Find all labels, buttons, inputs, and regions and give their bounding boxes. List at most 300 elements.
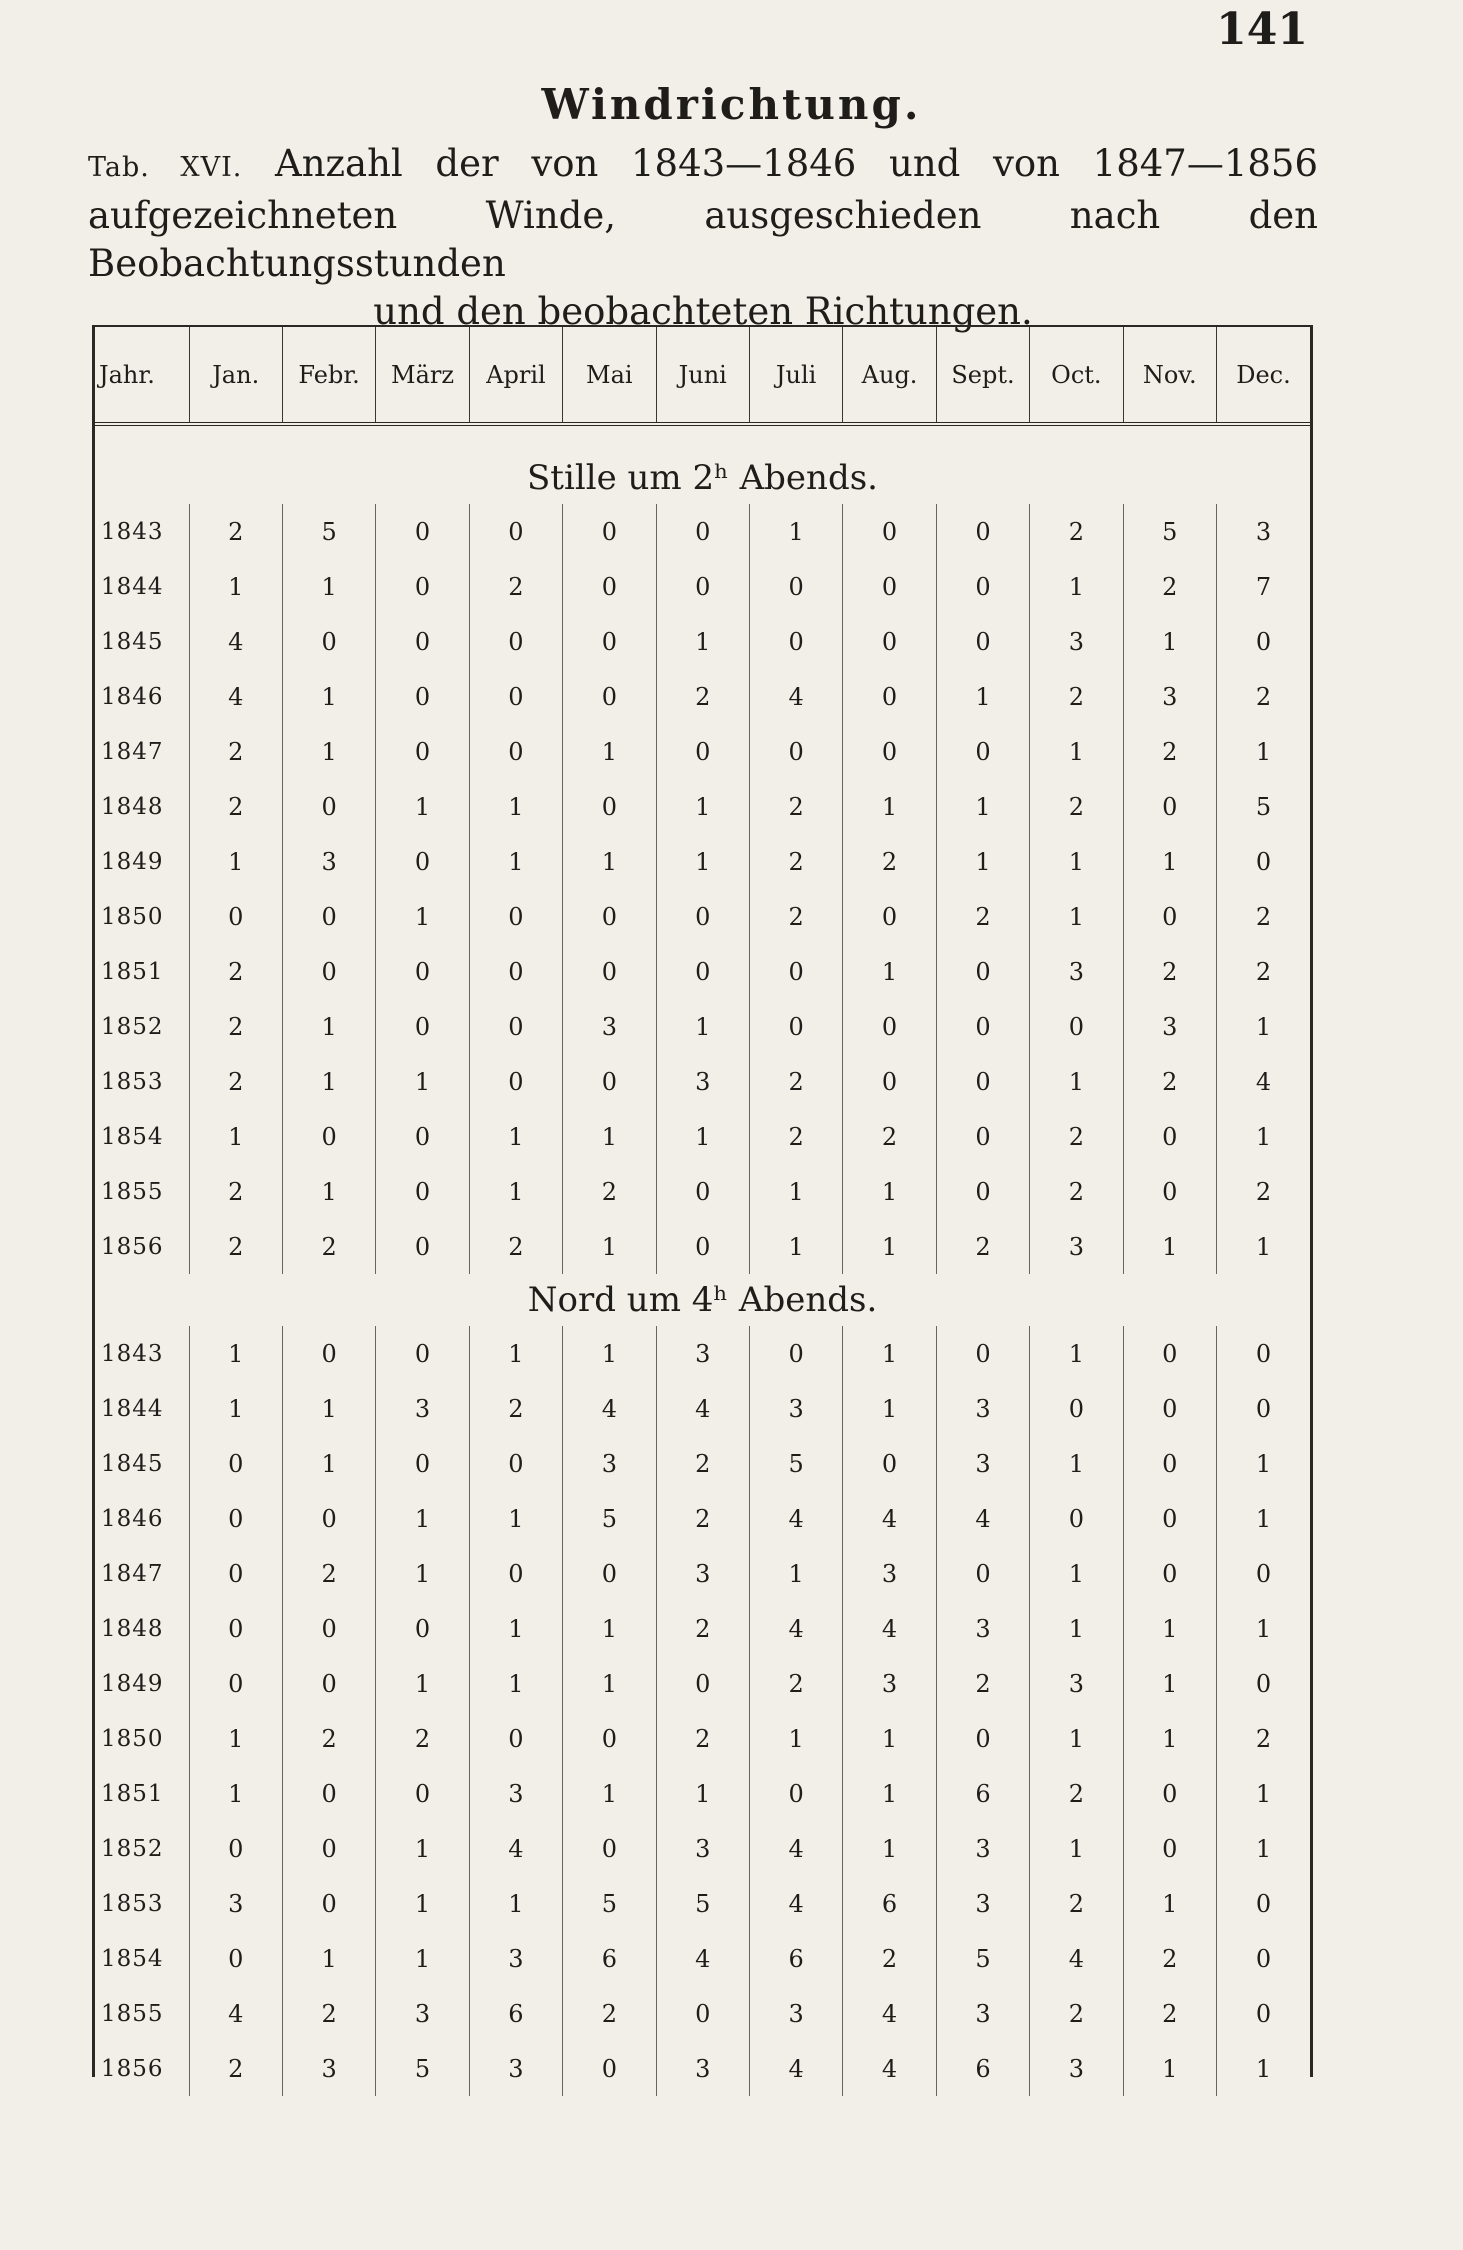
- count-cell: 0: [563, 1054, 656, 1109]
- count-cell: 0: [1216, 1876, 1310, 1931]
- count-cell: 5: [563, 1876, 656, 1931]
- count-cell: 1: [656, 1766, 749, 1821]
- count-cell: 0: [1123, 1436, 1216, 1491]
- column-header-month: Oct.: [1030, 327, 1123, 424]
- count-cell: 0: [656, 724, 749, 779]
- count-cell: 1: [376, 1491, 469, 1546]
- count-cell: 1: [843, 1326, 936, 1381]
- count-cell: 0: [469, 1546, 562, 1601]
- table-row: [95, 669, 1310, 724]
- count-cell: 1: [1216, 1491, 1310, 1546]
- count-cell: 1: [282, 1436, 375, 1491]
- count-cell: 0: [749, 1326, 842, 1381]
- count-cell: 1: [1216, 1109, 1310, 1164]
- count-cell: 1: [189, 1381, 282, 1436]
- table-label: Tab. XVI.: [88, 152, 243, 183]
- column-header-month: März: [376, 327, 469, 424]
- count-cell: 3: [936, 1986, 1029, 2041]
- count-cell: 3: [563, 999, 656, 1054]
- year-cell: 1847: [101, 738, 164, 765]
- count-cell: 3: [1030, 2041, 1123, 2096]
- count-cell: 0: [1216, 1326, 1310, 1381]
- count-cell: 3: [1030, 1656, 1123, 1711]
- count-cell: 6: [843, 1876, 936, 1931]
- count-cell: 3: [1030, 1219, 1123, 1274]
- count-cell: 0: [469, 614, 562, 669]
- count-cell: 3: [1030, 944, 1123, 999]
- year-cell: 1855: [101, 2000, 164, 2027]
- count-cell: 1: [656, 614, 749, 669]
- count-cell: 4: [843, 1601, 936, 1656]
- count-cell: 0: [376, 1109, 469, 1164]
- count-cell: 1: [843, 1164, 936, 1219]
- count-cell: 0: [469, 669, 562, 724]
- count-cell: 2: [189, 779, 282, 834]
- count-cell: 1: [749, 1711, 842, 1766]
- count-cell: 0: [189, 1601, 282, 1656]
- count-cell: 2: [189, 1164, 282, 1219]
- year-cell: 1849: [101, 848, 164, 875]
- count-cell: 5: [1216, 779, 1310, 834]
- count-cell: 1: [282, 669, 375, 724]
- table-row: [95, 779, 1310, 834]
- count-cell: 0: [936, 614, 1029, 669]
- count-cell: 3: [656, 1821, 749, 1876]
- count-cell: 0: [749, 944, 842, 999]
- count-cell: 0: [749, 1766, 842, 1821]
- count-cell: 1: [843, 1766, 936, 1821]
- count-cell: 1: [469, 779, 562, 834]
- count-cell: 2: [376, 1711, 469, 1766]
- count-cell: 1: [376, 1546, 469, 1601]
- count-cell: 0: [469, 999, 562, 1054]
- count-cell: 1: [1030, 559, 1123, 614]
- count-cell: 0: [1123, 1326, 1216, 1381]
- count-cell: 0: [1216, 1546, 1310, 1601]
- count-cell: 1: [843, 1821, 936, 1876]
- column-header-month: Febr.: [282, 327, 375, 424]
- count-cell: 1: [1030, 1821, 1123, 1876]
- count-cell: 0: [1030, 1491, 1123, 1546]
- table-row: [95, 614, 1310, 669]
- year-cell: 1845: [101, 628, 164, 655]
- count-cell: 3: [936, 1601, 1029, 1656]
- count-cell: 1: [376, 1931, 469, 1986]
- count-cell: 1: [656, 834, 749, 889]
- count-cell: 3: [843, 1546, 936, 1601]
- count-cell: 6: [936, 1766, 1029, 1821]
- count-cell: 1: [843, 1711, 936, 1766]
- count-cell: 1: [376, 1054, 469, 1109]
- year-cell: 1843: [101, 518, 164, 545]
- count-cell: 0: [843, 1054, 936, 1109]
- count-cell: 0: [1123, 1766, 1216, 1821]
- count-cell: 3: [1123, 999, 1216, 1054]
- count-cell: 0: [563, 2041, 656, 2096]
- count-cell: 1: [1216, 724, 1310, 779]
- year-cell: 1851: [101, 958, 164, 985]
- count-cell: 4: [1030, 1931, 1123, 1986]
- count-cell: 1: [1123, 1656, 1216, 1711]
- section-heading-row: [95, 1274, 1310, 1326]
- count-cell: 0: [843, 724, 936, 779]
- count-cell: 0: [189, 1931, 282, 1986]
- count-cell: 0: [469, 1436, 562, 1491]
- count-cell: 1: [563, 724, 656, 779]
- count-cell: 2: [1216, 669, 1310, 724]
- count-cell: 0: [936, 559, 1029, 614]
- count-cell: 0: [563, 669, 656, 724]
- count-cell: 1: [1123, 1711, 1216, 1766]
- year-cell: 1844: [101, 1395, 164, 1422]
- count-cell: 0: [376, 1219, 469, 1274]
- count-cell: 2: [1123, 724, 1216, 779]
- count-cell: 0: [376, 999, 469, 1054]
- count-cell: 2: [936, 889, 1029, 944]
- section-heading: Stille um 2ʰ Abends.: [527, 458, 878, 498]
- count-cell: 3: [936, 1876, 1029, 1931]
- count-cell: 5: [936, 1931, 1029, 1986]
- year-cell: 1852: [101, 1835, 164, 1862]
- count-cell: 0: [1123, 779, 1216, 834]
- header-row: [95, 327, 1310, 424]
- count-cell: 0: [282, 1601, 375, 1656]
- count-cell: 1: [376, 1656, 469, 1711]
- count-cell: 1: [1030, 1546, 1123, 1601]
- year-cell: 1853: [101, 1068, 164, 1095]
- count-cell: 6: [563, 1931, 656, 1986]
- count-cell: 2: [656, 1436, 749, 1491]
- count-cell: 3: [749, 1986, 842, 2041]
- count-cell: 5: [376, 2041, 469, 2096]
- count-cell: 0: [376, 559, 469, 614]
- count-cell: 1: [189, 1326, 282, 1381]
- count-cell: 0: [282, 1491, 375, 1546]
- count-cell: 1: [936, 779, 1029, 834]
- count-cell: 0: [843, 669, 936, 724]
- count-cell: 0: [469, 504, 562, 559]
- count-cell: 0: [656, 504, 749, 559]
- year-cell: 1849: [101, 1670, 164, 1697]
- table-row: [95, 1601, 1310, 1656]
- count-cell: 0: [563, 889, 656, 944]
- count-cell: 3: [376, 1986, 469, 2041]
- table-row: [95, 1164, 1310, 1219]
- year-cell: 1854: [101, 1123, 164, 1150]
- count-cell: 0: [282, 889, 375, 944]
- year-cell: 1852: [101, 1013, 164, 1040]
- count-cell: 2: [189, 724, 282, 779]
- table-row: [95, 1656, 1310, 1711]
- count-cell: 1: [469, 1109, 562, 1164]
- count-cell: 2: [189, 504, 282, 559]
- count-cell: 2: [749, 1656, 842, 1711]
- count-cell: 4: [189, 614, 282, 669]
- table-row: [95, 1219, 1310, 1274]
- count-cell: 1: [282, 724, 375, 779]
- count-cell: 1: [843, 779, 936, 834]
- count-cell: 0: [656, 1219, 749, 1274]
- count-cell: 1: [376, 1821, 469, 1876]
- count-cell: 0: [469, 1711, 562, 1766]
- count-cell: 0: [282, 1876, 375, 1931]
- year-cell: 1850: [101, 1725, 164, 1752]
- count-cell: 1: [1123, 1876, 1216, 1931]
- count-cell: 1: [469, 834, 562, 889]
- count-cell: 0: [376, 1164, 469, 1219]
- count-cell: 1: [843, 1381, 936, 1436]
- count-cell: 0: [563, 1711, 656, 1766]
- count-cell: 2: [1030, 669, 1123, 724]
- count-cell: 0: [189, 1491, 282, 1546]
- count-cell: 0: [469, 944, 562, 999]
- count-cell: 4: [1216, 1054, 1310, 1109]
- column-header-year: Jahr.: [95, 327, 189, 424]
- count-cell: 0: [656, 559, 749, 614]
- count-cell: 0: [843, 999, 936, 1054]
- table-caption: [88, 140, 1318, 336]
- count-cell: 5: [282, 504, 375, 559]
- count-cell: 2: [843, 1931, 936, 1986]
- count-cell: 1: [189, 1766, 282, 1821]
- count-cell: 1: [1216, 2041, 1310, 2096]
- count-cell: 4: [749, 2041, 842, 2096]
- count-cell: 3: [282, 2041, 375, 2096]
- count-cell: 1: [843, 944, 936, 999]
- count-cell: 3: [189, 1876, 282, 1931]
- count-cell: 2: [469, 1219, 562, 1274]
- count-cell: 0: [656, 1164, 749, 1219]
- count-cell: 4: [749, 669, 842, 724]
- count-cell: 1: [189, 1711, 282, 1766]
- count-cell: 2: [563, 1164, 656, 1219]
- count-cell: 0: [282, 779, 375, 834]
- count-cell: 4: [749, 1821, 842, 1876]
- count-cell: 0: [1216, 834, 1310, 889]
- year-cell: 1845: [101, 1450, 164, 1477]
- count-cell: 2: [1216, 1164, 1310, 1219]
- count-cell: 0: [749, 559, 842, 614]
- count-cell: 0: [282, 1109, 375, 1164]
- table-row: [95, 1876, 1310, 1931]
- year-cell: 1855: [101, 1178, 164, 1205]
- count-cell: 2: [1216, 1711, 1310, 1766]
- table-row: [95, 1986, 1310, 2041]
- count-cell: 1: [469, 1164, 562, 1219]
- count-cell: 3: [469, 1931, 562, 1986]
- count-cell: 1: [936, 669, 1029, 724]
- table-row: [95, 889, 1310, 944]
- count-cell: 2: [469, 1381, 562, 1436]
- count-cell: 0: [936, 1711, 1029, 1766]
- count-cell: 0: [936, 504, 1029, 559]
- count-cell: 0: [563, 614, 656, 669]
- count-cell: 0: [563, 944, 656, 999]
- year-cell: 1844: [101, 573, 164, 600]
- count-cell: 3: [1123, 669, 1216, 724]
- table-row: [95, 1821, 1310, 1876]
- year-cell: 1851: [101, 1780, 164, 1807]
- count-cell: 2: [749, 834, 842, 889]
- count-cell: 0: [1123, 1491, 1216, 1546]
- count-cell: 1: [189, 1109, 282, 1164]
- count-cell: 1: [376, 779, 469, 834]
- count-cell: 2: [563, 1986, 656, 2041]
- count-cell: 1: [749, 1219, 842, 1274]
- table-row: [95, 2041, 1310, 2096]
- count-cell: 0: [282, 1821, 375, 1876]
- count-cell: 2: [843, 834, 936, 889]
- count-cell: 1: [843, 1219, 936, 1274]
- count-cell: 0: [189, 1546, 282, 1601]
- count-cell: 0: [843, 889, 936, 944]
- column-header-month: Mai: [563, 327, 656, 424]
- count-cell: 2: [749, 889, 842, 944]
- count-cell: 2: [189, 1219, 282, 1274]
- count-cell: 0: [1216, 1381, 1310, 1436]
- count-cell: 0: [282, 1766, 375, 1821]
- year-cell: 1846: [101, 1505, 164, 1532]
- table-row: [95, 1326, 1310, 1381]
- count-cell: 2: [282, 1711, 375, 1766]
- count-cell: 0: [843, 614, 936, 669]
- count-cell: 4: [189, 1986, 282, 2041]
- count-cell: 1: [1123, 1601, 1216, 1656]
- count-cell: 2: [189, 2041, 282, 2096]
- table-row: [95, 834, 1310, 889]
- table-row: [95, 944, 1310, 999]
- count-cell: 5: [1123, 504, 1216, 559]
- count-cell: 2: [282, 1986, 375, 2041]
- count-cell: 1: [1030, 889, 1123, 944]
- count-cell: 1: [1123, 1219, 1216, 1274]
- count-cell: 0: [563, 504, 656, 559]
- wind-direction-table: [95, 327, 1310, 2096]
- count-cell: 0: [749, 614, 842, 669]
- count-cell: 2: [936, 1656, 1029, 1711]
- count-cell: 0: [656, 889, 749, 944]
- count-cell: 2: [843, 1109, 936, 1164]
- count-cell: 3: [656, 1546, 749, 1601]
- count-cell: 6: [749, 1931, 842, 1986]
- count-cell: 1: [469, 1326, 562, 1381]
- count-cell: 0: [376, 504, 469, 559]
- year-cell: 1854: [101, 1945, 164, 1972]
- count-cell: 1: [1030, 724, 1123, 779]
- count-cell: 2: [189, 944, 282, 999]
- count-cell: 4: [843, 2041, 936, 2096]
- count-cell: 0: [656, 1656, 749, 1711]
- count-cell: 2: [656, 1491, 749, 1546]
- count-cell: 2: [749, 779, 842, 834]
- count-cell: 3: [656, 1054, 749, 1109]
- count-cell: 1: [1216, 1601, 1310, 1656]
- count-cell: 0: [376, 1326, 469, 1381]
- count-cell: 0: [843, 559, 936, 614]
- count-cell: 0: [282, 944, 375, 999]
- count-cell: 2: [1123, 1986, 1216, 2041]
- count-cell: 0: [469, 724, 562, 779]
- count-cell: 4: [936, 1491, 1029, 1546]
- count-cell: 1: [1216, 1436, 1310, 1491]
- count-cell: 3: [1216, 504, 1310, 559]
- count-cell: 0: [563, 559, 656, 614]
- count-cell: 0: [936, 999, 1029, 1054]
- count-cell: 0: [656, 944, 749, 999]
- column-header-month: Aug.: [843, 327, 936, 424]
- count-cell: 3: [936, 1821, 1029, 1876]
- column-header-month: Juni: [656, 327, 749, 424]
- count-cell: 1: [749, 1164, 842, 1219]
- count-cell: 2: [1123, 559, 1216, 614]
- count-cell: 0: [376, 944, 469, 999]
- count-cell: 0: [469, 889, 562, 944]
- page-title: Windrichtung.: [541, 80, 922, 129]
- table-row: [95, 1766, 1310, 1821]
- column-header-month: Nov.: [1123, 327, 1216, 424]
- count-cell: 0: [563, 1821, 656, 1876]
- count-cell: 0: [936, 1164, 1029, 1219]
- year-cell: 1846: [101, 683, 164, 710]
- column-header-month: Jan.: [189, 327, 282, 424]
- count-cell: 3: [843, 1656, 936, 1711]
- year-cell: 1848: [101, 1615, 164, 1642]
- count-cell: 1: [1216, 999, 1310, 1054]
- count-cell: 1: [282, 1164, 375, 1219]
- count-cell: 4: [656, 1381, 749, 1436]
- count-cell: 0: [189, 1436, 282, 1491]
- table-row: [95, 504, 1310, 559]
- page-number: 141: [1216, 4, 1308, 55]
- table-row: [95, 1491, 1310, 1546]
- count-cell: 2: [1123, 1931, 1216, 1986]
- column-header-month: April: [469, 327, 562, 424]
- count-cell: 2: [656, 669, 749, 724]
- caption-text: Anzahl der von 1843—1846 und von 1847—1856 aufgezeichneten Winde, ausgeschieden nach den Beobachtungsstunden: [88, 142, 1318, 285]
- count-cell: 4: [656, 1931, 749, 1986]
- count-cell: 1: [282, 559, 375, 614]
- count-cell: 1: [1123, 834, 1216, 889]
- count-cell: 0: [749, 999, 842, 1054]
- count-cell: 2: [1030, 1876, 1123, 1931]
- count-cell: 4: [843, 1986, 936, 2041]
- count-cell: 2: [1123, 944, 1216, 999]
- count-cell: 2: [749, 1054, 842, 1109]
- count-cell: 1: [563, 1326, 656, 1381]
- count-cell: 3: [282, 834, 375, 889]
- table-row: [95, 1436, 1310, 1491]
- count-cell: 1: [469, 1656, 562, 1711]
- count-cell: 1: [1216, 1821, 1310, 1876]
- count-cell: 0: [189, 889, 282, 944]
- count-cell: 0: [469, 1054, 562, 1109]
- count-cell: 0: [1123, 1546, 1216, 1601]
- count-cell: 4: [749, 1876, 842, 1931]
- count-cell: 0: [1216, 1931, 1310, 1986]
- count-cell: 1: [469, 1491, 562, 1546]
- count-cell: 1: [376, 1876, 469, 1931]
- count-cell: 2: [1030, 1109, 1123, 1164]
- count-cell: 0: [282, 614, 375, 669]
- count-cell: 0: [376, 724, 469, 779]
- count-cell: 1: [1030, 1711, 1123, 1766]
- count-cell: 1: [563, 1109, 656, 1164]
- year-cell: 1856: [101, 2055, 164, 2082]
- count-cell: 3: [376, 1381, 469, 1436]
- year-cell: 1843: [101, 1340, 164, 1367]
- count-cell: 1: [1216, 1219, 1310, 1274]
- count-cell: 1: [563, 834, 656, 889]
